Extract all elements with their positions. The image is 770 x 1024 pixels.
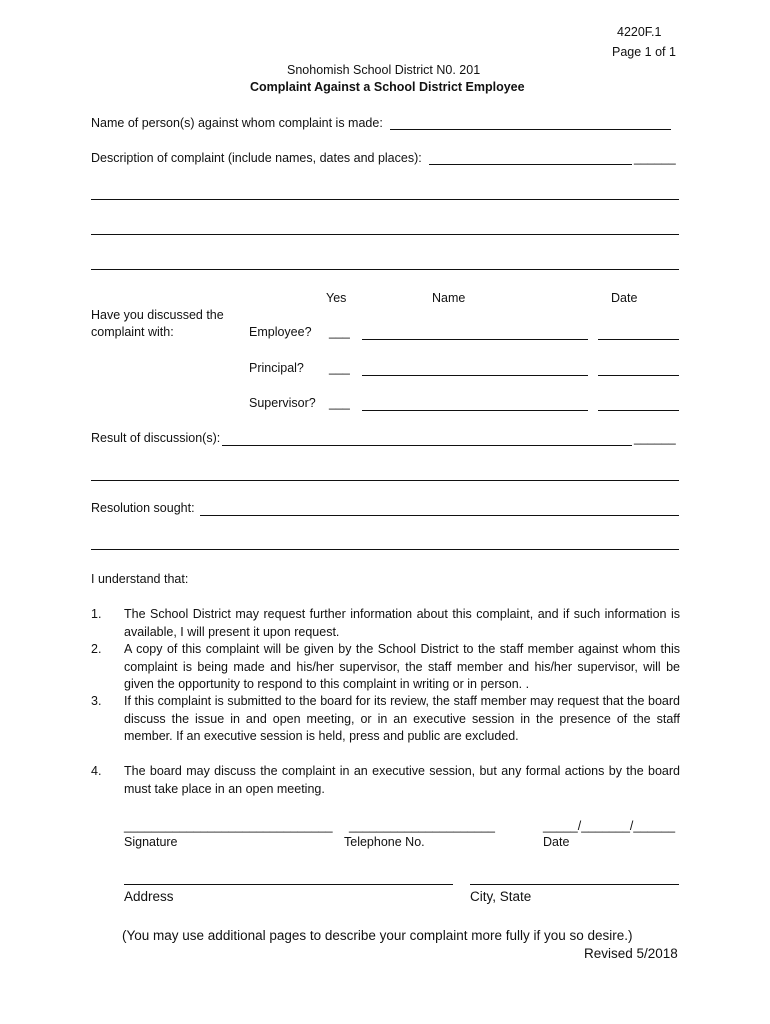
description-line-3[interactable] xyxy=(91,234,679,235)
result-tail: ______ xyxy=(634,431,676,445)
description-tail: ______ xyxy=(634,151,676,165)
item-1-text: The School District may request further information about this complaint, and if such information is available, I will present it upon request. xyxy=(124,607,680,639)
signature-blank[interactable]: ______________________________ xyxy=(124,819,333,833)
address-input-line[interactable] xyxy=(124,884,453,885)
description-line-2[interactable] xyxy=(91,199,679,200)
result-input-line[interactable] xyxy=(222,445,632,446)
address-label: Address xyxy=(124,889,174,904)
row-supervisor-name-line[interactable] xyxy=(362,410,588,411)
district-name: Snohomish School District N0. 201 xyxy=(287,63,481,77)
name-label: Name of person(s) against whom complaint is made: xyxy=(91,116,383,130)
col-yes: Yes xyxy=(326,291,347,305)
page-indicator: Page 1 of 1 xyxy=(612,45,676,59)
name-input-line[interactable] xyxy=(390,129,671,130)
signature-label: Signature xyxy=(124,835,178,849)
row-employee-yes[interactable]: ___ xyxy=(329,325,350,339)
description-input-line[interactable] xyxy=(429,164,632,165)
result-line-2[interactable] xyxy=(91,480,679,481)
row-supervisor-yes[interactable]: ___ xyxy=(329,396,350,410)
col-name: Name xyxy=(432,291,466,305)
discussion-question-2: complaint with: xyxy=(91,325,174,339)
item-1-number: 1. xyxy=(91,607,102,621)
item-2-text: A copy of this complaint will be given by the School District to the staff member against whom this complaint is being made and his/her supervisor, the staff member and his/her supervisor, will be given the opportunity to respond to this complaint in writing or in person. . xyxy=(124,642,680,691)
row-employee-label: Employee? xyxy=(249,325,312,339)
col-date: Date xyxy=(611,291,638,305)
item-4-number: 4. xyxy=(91,764,102,778)
telephone-blank[interactable]: _____________________ xyxy=(349,819,495,833)
resolution-line-2[interactable] xyxy=(91,549,679,550)
date-label: Date xyxy=(543,835,570,849)
item-2-number: 2. xyxy=(91,642,102,656)
resolution-label: Resolution sought: xyxy=(91,501,195,515)
row-employee-name-line[interactable] xyxy=(362,339,588,340)
discussion-question-1: Have you discussed the xyxy=(91,308,224,322)
item-3-number: 3. xyxy=(91,694,102,708)
city-state-input-line[interactable] xyxy=(470,884,679,885)
additional-pages-note: (You may use additional pages to describe your complaint more fully if you so desire.) xyxy=(122,928,633,943)
city-state-label: City, State xyxy=(470,889,532,904)
row-supervisor-label: Supervisor? xyxy=(249,396,316,410)
item-3-text: If this complaint is submitted to the board for its review, the staff member may request that the board discuss the issue in and open meeting, or in an executive session in the presence of the staff member. If an executive session is held, press and public are excluded. xyxy=(124,694,680,743)
row-principal-label: Principal? xyxy=(249,361,304,375)
row-employee-date-line[interactable] xyxy=(598,339,679,340)
description-label: Description of complaint (include names, dates and places): xyxy=(91,151,422,165)
row-supervisor-date-line[interactable] xyxy=(598,410,679,411)
row-principal-date-line[interactable] xyxy=(598,375,679,376)
result-label: Result of discussion(s): xyxy=(91,431,221,445)
resolution-input-line[interactable] xyxy=(200,515,679,516)
date-blank[interactable]: _____/_______/______ xyxy=(543,819,676,833)
item-4-text: The board may discuss the complaint in an executive session, but any formal actions by the board must take place in an open meeting. xyxy=(124,764,680,796)
description-line-4[interactable] xyxy=(91,269,679,270)
row-principal-yes[interactable]: ___ xyxy=(329,361,350,375)
form-number: 4220F.1 xyxy=(617,25,662,39)
telephone-label: Telephone No. xyxy=(344,835,425,849)
row-principal-name-line[interactable] xyxy=(362,375,588,376)
understand-intro: I understand that: xyxy=(91,572,189,586)
form-title: Complaint Against a School District Employee xyxy=(250,80,525,94)
revised-date: Revised 5/2018 xyxy=(584,946,678,961)
